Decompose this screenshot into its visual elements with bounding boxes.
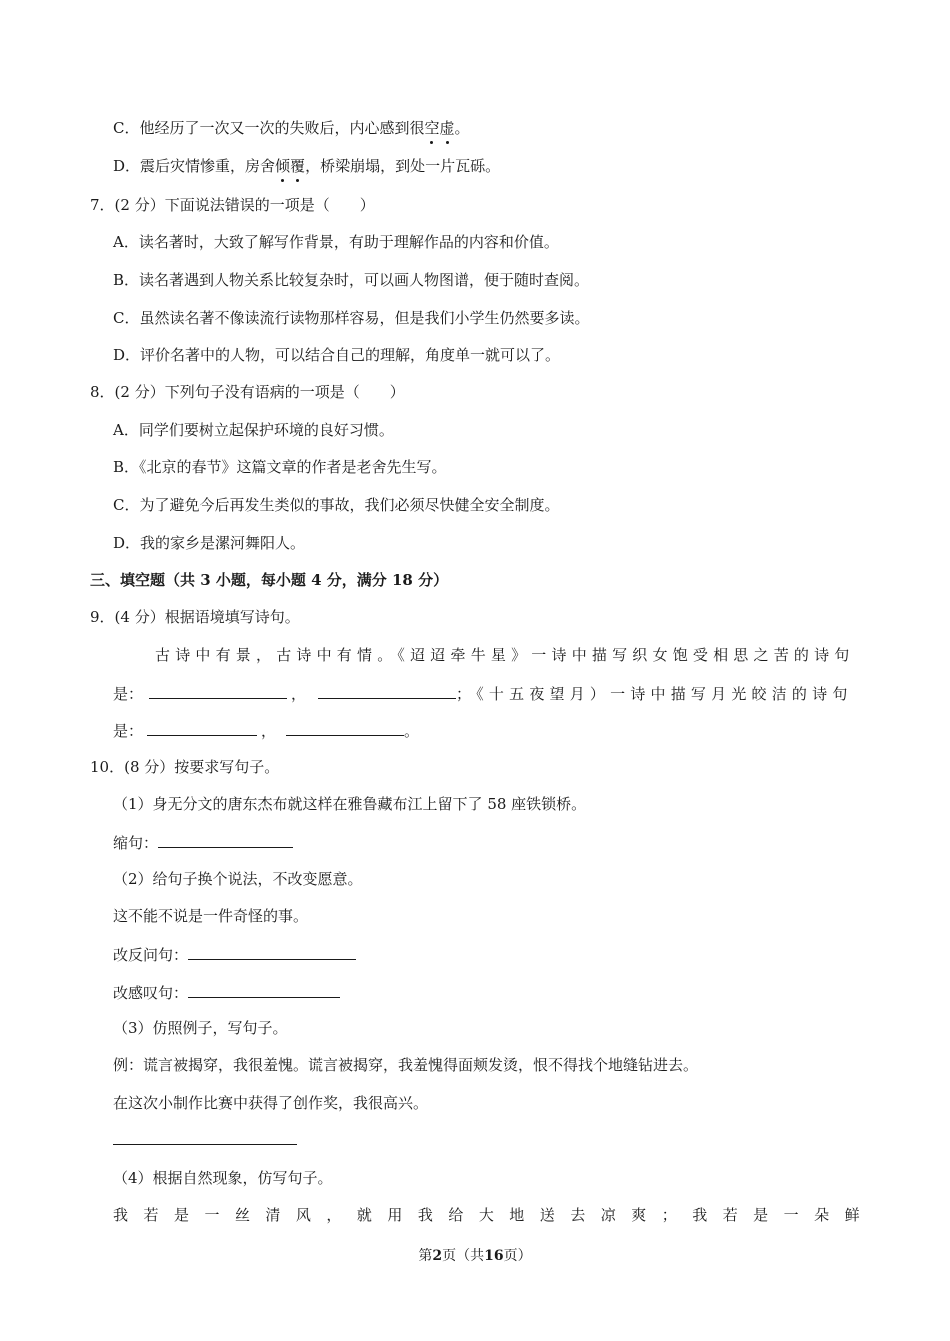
spread-char: 大 xyxy=(478,1206,494,1224)
spread-char: 我 xyxy=(113,1206,129,1224)
q10-part4-line xyxy=(113,1205,860,1225)
q10-part3-sentence: 在这次小制作比赛中获得了创作奖，我很高兴。 xyxy=(113,1094,429,1112)
q9-fill-line-2: 是： ， 。 xyxy=(113,719,419,741)
q7-option-c: C．虽然读名著不像读流行读物那样容易，但是我们小学生仍然要多读。 xyxy=(113,309,590,327)
answer-blank[interactable] xyxy=(149,682,287,699)
q10-part2-rhetorical: 改反问句： xyxy=(113,943,356,965)
spread-char: 用 xyxy=(387,1206,403,1224)
emphasis-dot-char: 倾 xyxy=(275,157,291,175)
spread-char: ， xyxy=(326,1206,342,1224)
q10-stem: 10．(8 分）按要求写句子。 xyxy=(90,758,280,776)
q7-stem: 7．(2 分）下面说法错误的一项是（ ） xyxy=(90,196,375,214)
q6-option-d: D．震后灾情惨重，房舍倾覆，桥梁崩塌，到处一片瓦砾。 xyxy=(113,157,501,175)
q9-stem: 9．(4 分）根据语境填写诗句。 xyxy=(90,608,300,626)
q8-option-d: D．我的家乡是漯河舞阳人。 xyxy=(113,534,306,552)
q9-fill-line-1: 是： ， ；《十五夜望月）一诗中描写月光皎洁的诗句 xyxy=(113,682,853,704)
spread-char: 风 xyxy=(295,1206,311,1224)
answer-blank[interactable] xyxy=(318,682,456,699)
q9-passage-line: 古诗中有景，古诗中有情。《迢迢牵牛星》一诗中描写织女饱受相思之苦的诗句 xyxy=(155,646,855,664)
spread-char: 若 xyxy=(722,1206,738,1224)
emphasis-dot-char: 覆 xyxy=(290,157,306,175)
answer-blank[interactable] xyxy=(147,719,257,736)
spread-char: 一 xyxy=(783,1206,799,1224)
q10-part3-example: 例：谎言被揭穿，我很羞愧。谎言被揭穿，我羞愧得面颊发烫，恨不得找个地缝钻进去。 xyxy=(113,1056,699,1074)
spread-char: 就 xyxy=(356,1206,372,1224)
spread-char: 若 xyxy=(143,1206,159,1224)
q10-part2-sentence: 这不能不说是一件奇怪的事。 xyxy=(113,907,309,925)
spread-char: 是 xyxy=(753,1206,769,1224)
spread-char: 丝 xyxy=(234,1206,250,1224)
page-footer: 第2页（共16页） xyxy=(418,1248,532,1264)
q10-part1: （1）身无分文的唐东杰布就这样在雅鲁藏布江上留下了 58 座铁锁桥。 xyxy=(113,795,587,813)
spread-char: 清 xyxy=(265,1206,281,1224)
q8-stem: 8．(2 分）下列句子没有语病的一项是（ ） xyxy=(90,383,405,401)
q8-option-a: A．同学们要树立起保护环境的良好习惯。 xyxy=(113,421,394,439)
emphasis-dot-char: 虚 xyxy=(439,119,455,137)
spread-char: 是 xyxy=(173,1206,189,1224)
q8-option-b: B．《北京的春节》这篇文章的作者是老舍先生写。 xyxy=(113,458,447,476)
spread-char: 我 xyxy=(417,1206,433,1224)
emphasis-dot-char: 空 xyxy=(424,119,440,137)
spread-char: 爽 xyxy=(631,1206,647,1224)
q8-option-c: C．为了避免今后再发生类似的事故，我们必须尽快健全安全制度。 xyxy=(113,496,560,514)
answer-blank[interactable] xyxy=(158,831,293,848)
q10-part2-exclamation: 改感叹句： xyxy=(113,981,340,1003)
q10-part4: （4）根据自然现象，仿写句子。 xyxy=(113,1169,333,1187)
spread-char: ； xyxy=(661,1206,677,1224)
spread-char: 我 xyxy=(692,1206,708,1224)
q10-part2: （2）给句子换个说法，不改变愿意。 xyxy=(113,870,363,888)
answer-blank[interactable] xyxy=(286,719,404,736)
q7-option-a: A．读名著时，大致了解写作背景，有助于理解作品的内容和价值。 xyxy=(113,233,559,251)
spread-char: 去 xyxy=(570,1206,586,1224)
spread-char: 朵 xyxy=(814,1206,830,1224)
q10-part3: （3）仿照例子，写句子。 xyxy=(113,1019,288,1037)
q10-part1-answer: 缩句： xyxy=(113,831,293,853)
spread-char: 一 xyxy=(204,1206,220,1224)
spread-char: 凉 xyxy=(600,1206,616,1224)
answer-blank[interactable] xyxy=(113,1128,297,1145)
q7-option-d: D．评价名著中的人物，可以结合自己的理解，角度单一就可以了。 xyxy=(113,346,561,364)
section-heading: 三、填空题（共 3 小题，每小题 4 分，满分 18 分） xyxy=(90,571,449,589)
answer-blank[interactable] xyxy=(188,943,356,960)
spread-char: 鲜 xyxy=(844,1206,860,1224)
spread-char: 给 xyxy=(448,1206,464,1224)
q6-option-c: C．他经历了一次又一次的失败后，内心感到很空虚。 xyxy=(113,119,470,137)
spread-char: 送 xyxy=(539,1206,555,1224)
q7-option-b: B．读名著遇到人物关系比较复杂时，可以画人物图谱，便于随时查阅。 xyxy=(113,271,590,289)
answer-blank[interactable] xyxy=(188,981,340,998)
spread-char: 地 xyxy=(509,1206,525,1224)
